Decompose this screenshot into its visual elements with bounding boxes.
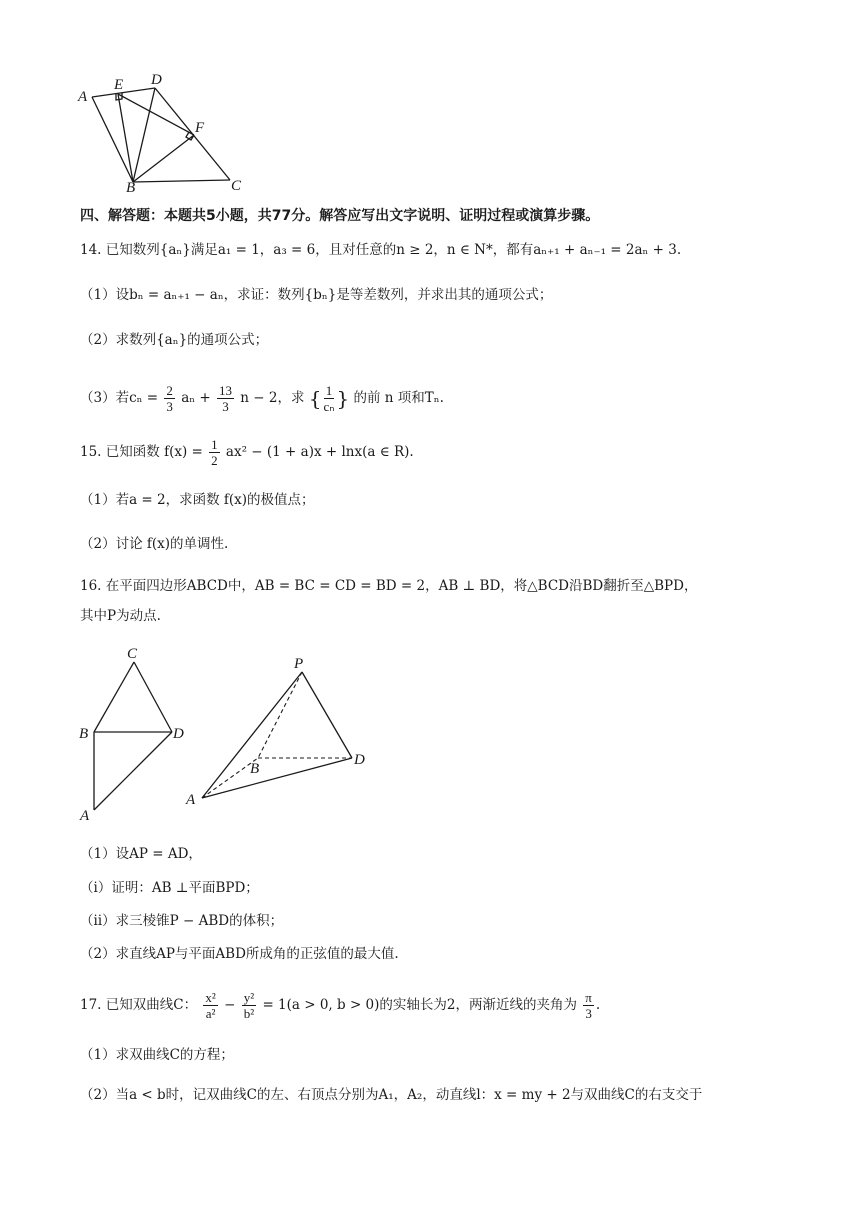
q14-frac2-den: 3 (222, 399, 229, 414)
q14-stem-text: 已知数列{aₙ}满足a₁ = 1，a₃ = 6，且对任意的n ≥ 2，n ∈ N*，都有aₙ₊₁ + aₙ₋₁ = 2aₙ + 3. (105, 242, 682, 258)
q14-frac-13-3 (217, 383, 234, 414)
q14-stem (80, 240, 800, 260)
q14-number: 14. (80, 242, 102, 258)
fig2-label-b: B (79, 726, 89, 742)
q17-frac-pi-num: π (585, 990, 592, 1005)
q14-part2: （2）求数列{aₙ}的通项公式； (80, 332, 269, 348)
q14-part3 (80, 378, 800, 419)
q16-stem-text: 在平面四边形ABCD中，AB = BC = CD = BD = 2，AB ⊥ BD，将△BCD沿BD翻折至△BPD， (105, 578, 698, 594)
fig3-label-b: B (250, 761, 260, 777)
fig2-label-d: D (173, 726, 184, 742)
q17-frac-pi-3 (583, 990, 594, 1021)
q17-frac-y-den: b² (243, 1006, 255, 1021)
figure-quadrilateral-svg (70, 70, 260, 195)
q16-number: 16. (80, 578, 102, 594)
q16-part1-i: （ⅰ）证明：AB ⊥平面BPD； (80, 880, 259, 896)
q14-frac1-num: 2 (166, 383, 173, 398)
fig1-label-f: F (195, 120, 205, 136)
q14-frac1-den: 3 (166, 399, 173, 414)
q15-part1: （1）若a = 2，求函数 f(x)的极值点； (80, 492, 315, 508)
figure-quadrilateral (70, 70, 260, 195)
q16-part1-ii: （ⅱ）求三棱锥P − ABD的体积； (80, 913, 284, 929)
fig2-label-c: C (127, 646, 138, 662)
q17-stem-end: . (595, 997, 601, 1013)
q14-frac3-den: cₙ (323, 399, 335, 414)
q14-part3-mid2: n − 2，求 (240, 390, 305, 406)
q14-part3-mid1: aₙ + (181, 390, 211, 406)
q17-frac-x-num: x² (205, 990, 216, 1005)
q17-frac-x-den: a² (205, 1006, 216, 1021)
q17-stem-prefix: 已知双曲线C： (105, 997, 198, 1013)
q15-stem (80, 432, 800, 472)
q14-brace-close: } (336, 386, 350, 411)
q14-frac3-num: 1 (324, 383, 335, 399)
q15-frac-1-2 (209, 437, 220, 468)
q16-stem-line2: 其中P为动点. (80, 608, 161, 624)
q15-frac-num: 1 (211, 437, 218, 452)
q17-stem (80, 985, 800, 1025)
q15-number: 15. (80, 444, 102, 460)
q15-part2: （2）讨论 f(x)的单调性. (80, 536, 229, 552)
q17-frac-pi-den: 3 (585, 1006, 592, 1021)
q14-part1: （1）设bₙ = aₙ₊₁ − aₙ，求证：数列{bₙ}是等差数列，并求出其的通项公式； (80, 287, 553, 303)
q15-stem-suffix: ax² − (1 + a)x + lnx(a ∈ R). (225, 444, 414, 460)
q17-frac-y2-b2 (242, 990, 256, 1021)
section-title: 四、解答题：本题共5小题，共77分。解答应写出文字说明、证明过程或演算步骤。 (80, 208, 600, 224)
q17-number: 17. (80, 997, 102, 1013)
figure-planar-abcd (76, 640, 196, 825)
q17-part2: （2）当a < b时，记双曲线C的左、右顶点分别为A₁，A₂，动直线l：x = my + 2与双曲线C的右支交于 (80, 1087, 703, 1103)
fig3-label-p: P (294, 656, 304, 672)
q17-part1: （1）求双曲线C的方程； (80, 1047, 234, 1063)
q14-part3-suffix: 的前 n 项和Tₙ. (353, 390, 444, 406)
fig1-label-e: E (114, 77, 124, 93)
q15-stem-prefix: 已知函数 f(x) = (105, 444, 203, 460)
q16-stem (80, 576, 800, 596)
q17-frac-y-num: y² (243, 990, 255, 1005)
q17-minus: − (224, 997, 236, 1013)
q15-frac-den: 2 (211, 453, 218, 468)
q17-frac-x2-a2 (203, 990, 217, 1021)
fig1-label-b: B (126, 180, 136, 195)
fig3-label-d: D (354, 752, 365, 768)
q17-stem-mid: = 1(a > 0, b > 0)的实轴长为2，两渐近线的夹角为 (262, 997, 577, 1013)
figure-planar-abcd-svg (76, 640, 196, 825)
q16-part2: （2）求直线AP与平面ABD所成角的正弦值的最大值. (80, 946, 399, 962)
fig2-label-a: A (80, 808, 90, 824)
fig1-label-a: A (78, 89, 88, 105)
fig1-label-d: D (151, 72, 162, 88)
q16-part1: （1）设AP = AD， (80, 846, 202, 862)
q14-frac2-num: 13 (218, 383, 232, 398)
q14-frac-1-cn (324, 383, 335, 414)
fig1-label-c: C (231, 178, 242, 194)
figure-tetrahedron-svg (182, 652, 382, 812)
q14-brace-open: { (308, 386, 322, 411)
q14-part3-prefix: （3）若cₙ = (80, 390, 159, 406)
q14-frac-2-3 (164, 383, 175, 414)
fig3-label-a: A (186, 792, 196, 808)
figure-tetrahedron (182, 652, 382, 812)
